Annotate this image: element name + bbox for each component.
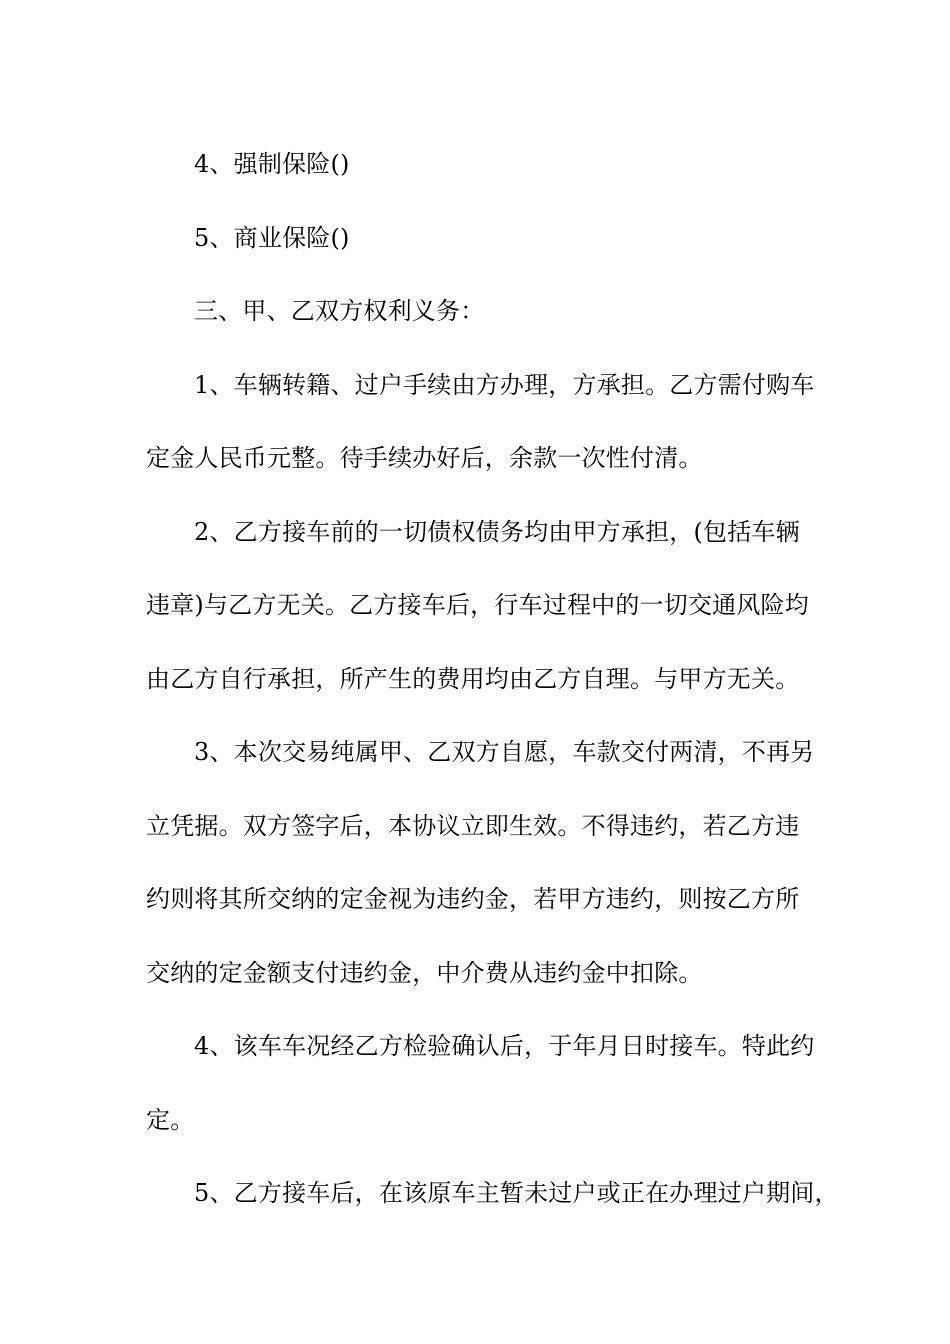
text-line: 5、商业保险(): [194, 223, 350, 252]
text-line: 立凭据。双方签字后，本协议立即生效。不得违约，若乙方违: [146, 811, 800, 840]
text-line: 约则将其所交纳的定金视为违约金，若甲方违约，则按乙方所: [146, 885, 800, 913]
text-line: 1、车辆转籍、过户手续由方办理，方承担。乙方需付购车: [194, 370, 815, 399]
section-heading-rights-obligations: [146, 275, 828, 349]
text-line: 3、本次交易纯属甲、乙双方自愿，车款交付两清，不再另: [194, 738, 815, 766]
text-line: 4、该车车况经乙方检验确认后，于年月日时接车。特此约: [194, 1032, 815, 1060]
text-line: 交纳的定金额支付违约金，中介费从违约金中扣除。: [146, 958, 703, 987]
document-body: [146, 128, 839, 1231]
text-line: 5、乙方接车后，在该原车主暂未过户或正在办理过户期间，: [194, 1179, 839, 1207]
clause-commercial-insurance: [146, 202, 828, 276]
text-line: 违章)与乙方无关。乙方接车后，行车过程中的一切交通风险均: [146, 591, 809, 619]
clause-debts-and-risks: [146, 496, 828, 717]
text-line: 三、甲、乙双方权利义务：: [194, 297, 485, 325]
clause-after-pickup: [146, 1157, 839, 1231]
text-line: 4、强制保险(): [194, 150, 350, 178]
text-line: 定金人民币元整。待手续办好后，余款一次性付清。: [146, 444, 703, 472]
clause-transfer-procedures: [146, 349, 828, 496]
clause-voluntary-transaction: [146, 716, 828, 1010]
text-line: 定。: [146, 1105, 195, 1134]
clause-compulsory-insurance: [146, 128, 828, 202]
text-line: 2、乙方接车前的一切债权债务均由甲方承担，(包括车辆: [194, 517, 800, 546]
text-line: 由乙方自行承担，所产生的费用均由乙方自理。与甲方无关。: [146, 664, 800, 693]
clause-vehicle-inspection: [146, 1010, 828, 1157]
